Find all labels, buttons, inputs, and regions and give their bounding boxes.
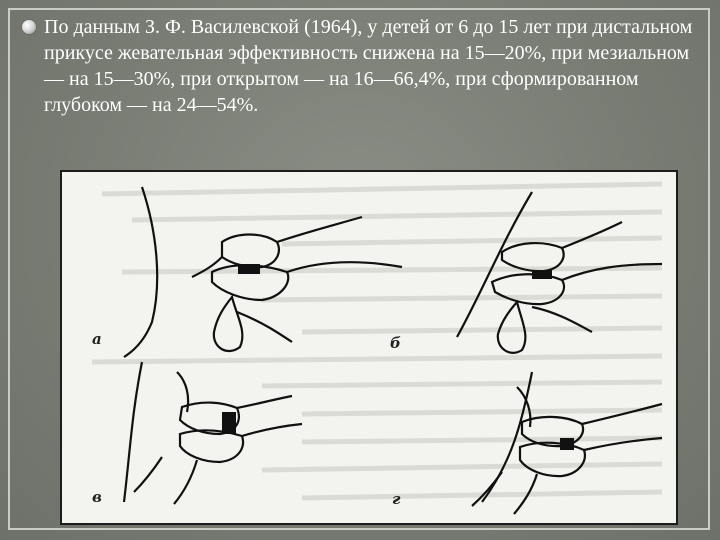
occlusion-drawings — [62, 172, 678, 525]
panel-label-b: б — [390, 334, 401, 352]
bullet-dot-icon — [22, 20, 36, 34]
panel-c-drawing — [124, 362, 302, 504]
text-block — [22, 14, 702, 118]
occlusion-figure — [60, 170, 678, 525]
bullet-item — [22, 14, 702, 118]
panel-label-c: в — [92, 488, 102, 506]
panel-label-d: г — [392, 490, 401, 508]
panel-label-a: а — [92, 330, 102, 348]
bullet-text: По данным З. Ф. Василевской (1964), у детей от 6 до 15 лет при дистальном прикусе жевательная эффективность снижена на 15—20%, при мезиальном — на 15—30%, при открытом — на 16—66,4%, при сформированном глубоком — на 24—54%. — [44, 16, 693, 116]
